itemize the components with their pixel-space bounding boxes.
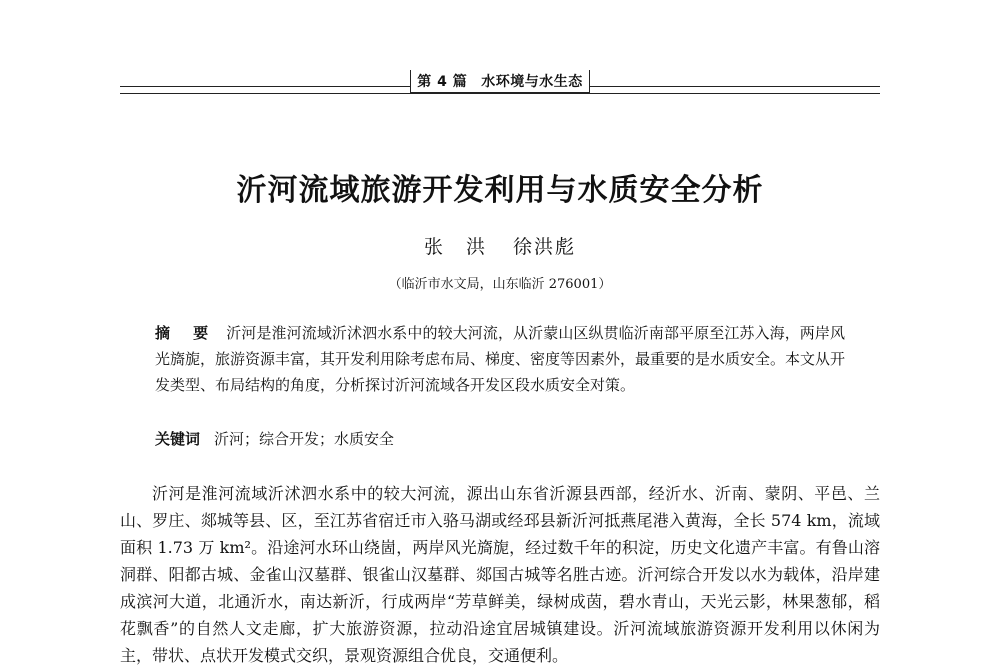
keywords-text: 沂河；综合开发；水质安全 [214, 430, 395, 448]
abstract-label: 摘 要 [155, 324, 213, 342]
keywords-label: 关键词 [155, 430, 201, 448]
header-section: 第 4 篇 [417, 74, 468, 90]
article-title: 沂河流域旅游开发利用与水质安全分析 [236, 173, 764, 208]
keywords [155, 427, 845, 451]
affiliation: （临沂市水文局，山东临沂 276001） [388, 277, 612, 292]
abstract-text: 沂河是淮河流域沂沭泗水系中的较大河流，从沂蒙山区纵贯临沂南部平原至江苏入海，两岸风光旖旎，旅游资源丰富，其开发利用除考虑布局、梯度、密度等因素外，最重要的是水质安全。本文从开发类型、布局结构的角度，分析探讨沂河流域各开发区段水质安全对策。 [155, 324, 846, 394]
header-topic: 水环境与水生态 [481, 74, 583, 90]
body-paragraph-1: 沂河是淮河流域沂沭泗水系中的较大河流，源出山东省沂源县西部，经沂水、沂南、蒙阴、平邑、兰山、罗庄、郯城等县、区，至江苏省宿迁市入骆马湖或经邳县新沂河抵燕尾港入黄海，全长 574 km，流域面积 1.73 万 km²。沿途河水环山绕崮，两岸风光旖旎，经过数千年的积淀，历史文化遗产丰富。有鲁山溶洞群、阳都古城、金雀山汉墓群、银雀山汉墓群、郯国古城等名胜古迹。沂河综合开发以水为载体，沿岸建成滨河大道，北通沂水，南达新沂，行成两岸“芳草鲜美，绿树成茵，碧水青山，天光云影，林果葱郁，稻花飘香”的自然人文走廊，扩大旅游资源，拉动沿途宜居城镇建设。沂河流域旅游资源开发利用以休闲为主，带状、点状开发模式交织，景观资源组合优良，交通便利。 [120, 484, 880, 665]
author-2: 徐洪彪 [513, 236, 577, 258]
author-1: 张 洪 [423, 236, 487, 258]
running-header [410, 70, 590, 93]
authors [0, 232, 1000, 259]
header-rule-bottom [120, 93, 880, 94]
abstract [155, 320, 845, 398]
